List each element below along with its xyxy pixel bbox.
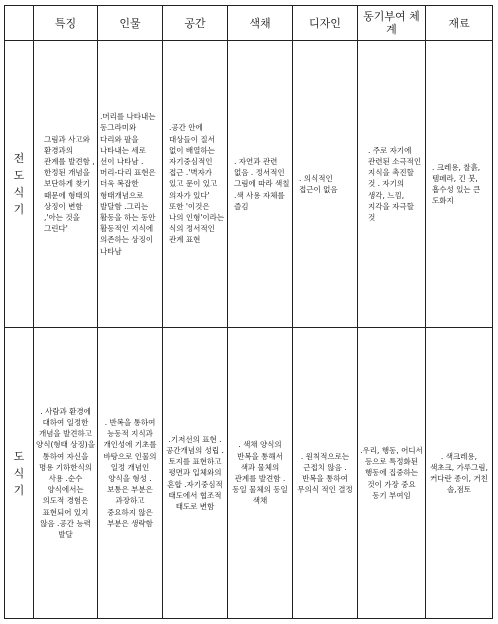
table-row-preschematic <box>5 41 493 328</box>
cell-materials: . 크레용, 찰흙, 템페라, 긴 붓, 흡수성 있는 큰 도화지 <box>426 41 493 328</box>
header-space: 공간 <box>163 6 228 41</box>
header-color: 색채 <box>228 6 293 41</box>
header-design: 디자인 <box>293 6 358 41</box>
cell-design: . 의식적인 접근이 없음 <box>293 41 358 328</box>
header-corner <box>5 6 34 41</box>
stage-label: 도 식 기 <box>5 328 34 619</box>
header-materials: 재료 <box>426 6 493 41</box>
cell-figure: .머리를 나타내는 동그라미와 다리와 팔을 나타내는 세로 선이 나타남 .머리-다리 표현은 더욱 복잡한 형태개념으로 발달함 .그리는 활동을 하는 동안 활동적인 지식에 의존하는 상징이 나타남 <box>98 41 163 328</box>
cell-color: . 색채 양식의 반복을 통해서 색과 물체의 관계를 발견함 . 동일 물체의 동일 색채 <box>228 328 293 619</box>
cell-design: . 원칙적으로는 근접치 않음 . 반복을 통하여 무의식 적인 결정 <box>293 328 358 619</box>
cell-materials: . 색크레용, 색초크, 가루그림, 커다란 종이, 거친 솔,점토 <box>426 328 493 619</box>
header-figure: 인물 <box>98 6 163 41</box>
header-row <box>5 6 493 41</box>
table-row-schematic <box>5 328 493 619</box>
cell-space: .공간 안에 대상들이 질서 없이 배열하는 자기중심적인 접근 .'벽자가 있고 문이 있고 의자가 있다' 또한 '이것은 나의 인형'이라는 식의 정서적인 관계 표현 <box>163 41 228 328</box>
art-development-table <box>4 5 493 619</box>
cell-space: .기저선의 표현 .공간개념의 성립 .토지를 표현하고 평면과 입체와의 혼합 .자기중심적 태도에서 협조적 태도로 변함 <box>163 328 228 619</box>
cell-motivation: .우리, 행동, 어디서 등으로 특정화된 행동에 집중하는 것이 가장 중요 동기 부여임 <box>358 328 426 619</box>
cell-feature: . 사람과 환경에 대하여 일정한 개념을 발견하고 양식(형태 상징)을 통하여 자신을 명용 기하한식의 사용 .순수 양식에서는 의도적 경험은 표현되어 있지 않음 .공간 능력 발달 <box>34 328 98 619</box>
stage-label: 전 도 식 기 <box>5 41 34 328</box>
cell-figure: . 반복을 통하여 능동적 지식과 개인성에 기초를 바탕으로 인물의 일정 개념인 양식을 형성 .보통은 부분은 과장하고 중요하지 않은 부분은 생략함 <box>98 328 163 619</box>
header-motivation: 동기부여 체계 <box>358 6 426 41</box>
cell-feature: 그림과 사고와 환경과의 관계를 발견함 ,한정된 개념을 보단하게 찾기 때문에 형태의 상징이 변함 ,'아는 것을 그린다' <box>34 41 98 328</box>
cell-motivation: . 주로 자기에 관련된 소극적인 지식을 촉진할 것 . 자기의 생각, 느낌, 지각을 자극할 것 <box>358 41 426 328</box>
header-feature: 특징 <box>34 6 98 41</box>
cell-color: . 자연과 관련 없음 . 정서적인 그림에 따라 색칠 .색 사용 자체를 즐김 <box>228 41 293 328</box>
